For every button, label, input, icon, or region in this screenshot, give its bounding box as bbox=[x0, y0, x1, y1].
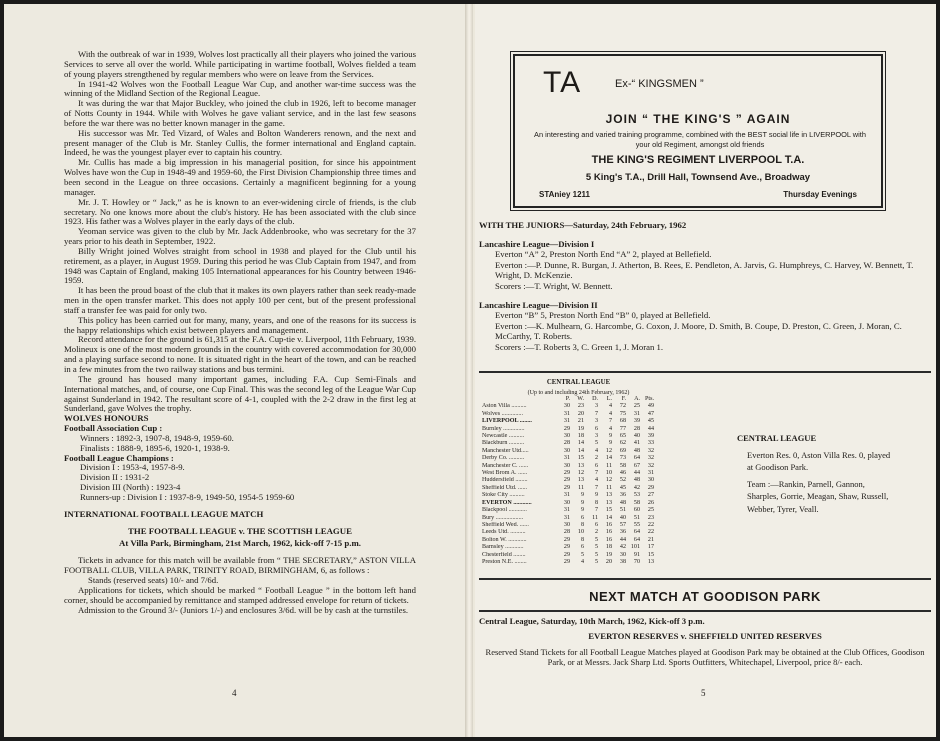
stat-cell: 21 bbox=[647, 536, 654, 543]
stat-cell: 12 bbox=[605, 447, 612, 454]
stat-cell: 26 bbox=[647, 499, 654, 506]
stat-cell: 38 bbox=[619, 558, 626, 565]
stat-cell: 16 bbox=[605, 521, 612, 528]
stat-cell: 29 bbox=[563, 484, 570, 491]
history-paragraph: Record attendance for the ground is 61,315 at the F.A. Cup-tie v. Liverpool, 11th February, 1939. Molineux is one of the most modern grounds in the country with covered accommodation for 30,000 and a playing surface second to none. It is situated right in the heart of the town, and can be reached in a few minutes from the two railway stations and bus termini. bbox=[64, 334, 416, 374]
tickets-paragraph: Tickets in advance for this match will be available from “ THE SECRETARY,” ASTON VILLA FOOTBALL CLUB, VILLA PARK, TRINITY ROAD, BIRMINGHAM, 6, as follows : bbox=[64, 555, 416, 576]
central-league-report bbox=[737, 432, 897, 515]
stat-cell: 40 bbox=[619, 514, 626, 521]
stat-cell: 64 bbox=[633, 536, 640, 543]
tickets-paragraph: Admission to the Ground 3/- (Juniors 1/-) and enclosures 3/6d. will be by cash at the turnstiles. bbox=[78, 604, 409, 615]
stat-cell: 17 bbox=[647, 544, 654, 551]
stat-cell: 44 bbox=[633, 470, 640, 477]
team-name: Newcastle .......... bbox=[482, 433, 525, 440]
team-name: Sheffield Wed. ...... bbox=[482, 521, 529, 528]
stat-cell: 101 bbox=[630, 544, 640, 551]
stat-cell: 13 bbox=[577, 462, 584, 469]
stat-cell: 6 bbox=[580, 514, 584, 521]
history-paragraph: In 1941-42 Wolves won the Football League War Cup, and another war-time success was the winning of the Midland Section of the Regional League. bbox=[64, 78, 416, 99]
stat-cell: 28 bbox=[633, 425, 640, 432]
stat-cell: 11 bbox=[578, 484, 584, 491]
left-page bbox=[4, 4, 467, 737]
history-paragraph: This policy has been carried out for many, many, years, and one of the reasons for its success is the happy relationships which exist between players and management. bbox=[64, 314, 416, 335]
stat-cell: 64 bbox=[633, 529, 640, 536]
table-row bbox=[482, 544, 675, 551]
table-row bbox=[482, 559, 675, 566]
table-row bbox=[482, 537, 675, 544]
stat-cell: 70 bbox=[633, 558, 640, 565]
history-paragraph: Billy Wright joined Wolves straight from school in 1938 and played for the Club until his retirement, as a player, in August 1959. During this period he was Club Captain from 1947, and from 1948 was Captain of England, making 105 International appearances for his Country between 1946-1959. bbox=[64, 245, 416, 286]
team-name: Bury .................. bbox=[482, 514, 524, 521]
lancs-div1-result: Everton “A” 2, Preston North End “A” 2, played at Bellefield. bbox=[495, 249, 712, 260]
stat-cell: 39 bbox=[647, 433, 654, 440]
stat-cell: 32 bbox=[647, 462, 654, 469]
advert-evenings: Thursday Evenings bbox=[783, 190, 857, 199]
table-row bbox=[482, 500, 675, 507]
stat-cell: 13 bbox=[647, 558, 654, 565]
table-row bbox=[482, 463, 675, 470]
stat-cell: 4 bbox=[608, 425, 612, 432]
table-row bbox=[482, 455, 675, 462]
stat-cell: 11 bbox=[606, 462, 612, 469]
central-league-heading: CENTRAL LEAGUE bbox=[737, 433, 817, 443]
table-row bbox=[482, 485, 675, 492]
stat-cell: 31 bbox=[563, 514, 570, 521]
table-row bbox=[482, 515, 675, 522]
stat-cell: 23 bbox=[577, 403, 584, 410]
stat-cell: 14 bbox=[577, 447, 584, 454]
next-match-date: Central League, Saturday, 10th March, 1962, Kick-off 3 p.m. bbox=[479, 616, 705, 626]
runners-up: Runners-up : Division I : 1937-8-9, 1949-50, 1954-5 1959-60 bbox=[80, 491, 295, 502]
history-paragraph: It has been the proud boast of the club that it makes its own players rather than seek ready-made men in the open transfer market. This does not apply 100 per cent, but of the present professional staff a transfer fee was paid for only two. bbox=[64, 285, 416, 315]
stat-cell: 14 bbox=[605, 455, 612, 462]
stat-cell: 32 bbox=[647, 447, 654, 454]
stat-cell: 69 bbox=[619, 447, 626, 454]
team-name: West Brom A. ...... bbox=[482, 470, 528, 477]
stat-cell: 64 bbox=[633, 455, 640, 462]
stat-cell: 33 bbox=[647, 440, 654, 447]
stat-cell: 31 bbox=[563, 455, 570, 462]
stat-cell: 44 bbox=[647, 425, 654, 432]
stat-cell: 19 bbox=[577, 425, 584, 432]
international-heading: INTERNATIONAL FOOTBALL LEAGUE MATCH bbox=[64, 508, 264, 519]
stat-cell: 51 bbox=[619, 507, 626, 514]
stat-cell: 73 bbox=[619, 455, 626, 462]
stat-cell: 14 bbox=[577, 440, 584, 447]
stat-cell: 44 bbox=[619, 536, 626, 543]
stat-cell: 52 bbox=[619, 477, 626, 484]
stat-cell: 5 bbox=[594, 558, 598, 565]
division-two-titles: Division II : 1931-2 bbox=[80, 472, 150, 483]
stat-cell: 7 bbox=[608, 418, 612, 425]
advert-ex-kingsmen: Ex-“ KINGSMEN ” bbox=[615, 78, 704, 90]
page-number: 5 bbox=[701, 688, 706, 698]
stat-cell: 55 bbox=[633, 521, 640, 528]
stat-cell: 48 bbox=[633, 477, 640, 484]
stat-cell: 29 bbox=[563, 558, 570, 565]
match-title: THE FOOTBALL LEAGUE v. THE SCOTTISH LEAGUE bbox=[128, 525, 352, 536]
stat-cell: 36 bbox=[619, 529, 626, 536]
right-page bbox=[475, 4, 936, 737]
stat-cell: 31 bbox=[563, 410, 570, 417]
team-name: Bolton W. ............ bbox=[482, 536, 527, 543]
history-paragraph: His successor was Mr. Ted Vizard, of Wales and Bolton Wanderers renown, and the next and present manager of the Club is Mr. Stanley Cullis, the former international and England captain. Indeed, he was the youngest player ever to captain his country. bbox=[64, 127, 416, 158]
stat-cell: 18 bbox=[577, 433, 584, 440]
stat-cell: 13 bbox=[605, 492, 612, 499]
section-rule bbox=[479, 610, 931, 612]
table-header bbox=[482, 396, 675, 403]
team-name: Derby Co. .......... bbox=[482, 455, 525, 462]
lancs-div2-result: Everton “B” 5, Preston North End “B” 0, played at Bellefield. bbox=[495, 310, 711, 321]
stat-cell: 7 bbox=[594, 470, 598, 477]
stat-cell: 31 bbox=[563, 492, 570, 499]
stat-cell: 57 bbox=[619, 521, 626, 528]
table-row bbox=[482, 552, 675, 559]
advert-ta-logo: TA bbox=[543, 66, 582, 99]
stat-cell: 53 bbox=[633, 492, 640, 499]
juniors-heading: WITH THE JUNIORS—Saturday, 24th February, 1962 bbox=[479, 220, 687, 230]
stat-cell: 29 bbox=[563, 425, 570, 432]
team-name: Stoke City .......... bbox=[482, 492, 525, 499]
division-three-titles: Division III (North) : 1923-4 bbox=[80, 482, 181, 493]
history-paragraph: Yeoman service was given to the club by Mr. Jack Addenbrooke, who was secretary for the 37 years prior to his death in September, 1922. bbox=[64, 226, 416, 247]
stat-cell: 19 bbox=[605, 551, 612, 558]
next-match-details bbox=[479, 616, 931, 667]
stat-cell: 5 bbox=[594, 544, 598, 551]
team-name: EVERTON ............ bbox=[482, 499, 532, 506]
stat-cell: 32 bbox=[647, 455, 654, 462]
stat-cell: 29 bbox=[563, 544, 570, 551]
table-row bbox=[482, 448, 675, 455]
team-name: Chesterfield ........ bbox=[482, 551, 526, 558]
advert-address: 5 King's T.A., Drill Hall, Townsend Ave., Broadway bbox=[585, 172, 811, 183]
stat-cell: 27 bbox=[647, 492, 654, 499]
stat-cell: 31 bbox=[647, 470, 654, 477]
stat-cell: 58 bbox=[619, 462, 626, 469]
history-paragraph: Mr. J. T. Howley or “ Jack,” as he is known to an ever-widening circle of friends, is the club secretary. No one knows more about the club's history. He has been associated with the club since 1923. His father was a Wolves player in the early days of the club. bbox=[64, 196, 416, 227]
stat-cell: 4 bbox=[594, 477, 598, 484]
fa-cup-finalists: Finalists : 1888-9, 1895-6, 1920-1, 1938-9. bbox=[80, 442, 230, 453]
stat-cell: 31 bbox=[563, 418, 570, 425]
header-for: F. bbox=[621, 396, 626, 402]
stat-cell: 30 bbox=[563, 447, 570, 454]
team-name: Wolves .............. bbox=[482, 410, 523, 417]
stat-cell: 60 bbox=[633, 507, 640, 514]
stat-cell: 46 bbox=[619, 470, 626, 477]
table-row bbox=[482, 477, 675, 484]
stat-cell: 30 bbox=[563, 521, 570, 528]
stat-cell: 22 bbox=[647, 529, 654, 536]
team-name: Huddersfield ........ bbox=[482, 477, 528, 484]
stat-cell: 11 bbox=[592, 514, 598, 521]
stat-cell: 15 bbox=[647, 551, 654, 558]
table-row bbox=[482, 418, 675, 425]
team-name: Barnsley ............ bbox=[482, 544, 524, 551]
stat-cell: 21 bbox=[577, 418, 584, 425]
stat-cell: 18 bbox=[605, 544, 612, 551]
stat-cell: 13 bbox=[577, 477, 584, 484]
stat-cell: 4 bbox=[608, 410, 612, 417]
match-venue: At Villa Park, Birmingham, 21st March, 1962, kick-off 7-15 p.m. bbox=[119, 537, 361, 548]
stat-cell: 23 bbox=[647, 514, 654, 521]
stat-cell: 45 bbox=[619, 484, 626, 491]
team-name: Manchester Utd..... bbox=[482, 447, 529, 454]
stat-cell: 72 bbox=[619, 403, 626, 410]
stat-cell: 6 bbox=[594, 425, 598, 432]
left-page-text bbox=[64, 50, 416, 615]
history-paragraph: Mr. Cullis has made a big impression in his managerial position, for since his appointment Wolves have won the Cup in 1948-49 and 1959-60, the First Division Championship three times and been second in the League on three occasions. Certainly a magnificent beginning for a young manager. bbox=[64, 157, 416, 197]
stat-cell: 75 bbox=[619, 410, 626, 417]
stat-cell: 6 bbox=[594, 462, 598, 469]
central-league-result: Everton Res. 0, Aston Villa Res. 0, played at Goodison Park. bbox=[747, 449, 891, 472]
team-name: Burnley .............. bbox=[482, 425, 525, 432]
stat-cell: 20 bbox=[605, 558, 612, 565]
header-against: A. bbox=[634, 396, 640, 402]
stat-cell: 4 bbox=[580, 558, 584, 565]
fa-cup-winners: Winners : 1892-3, 1907-8, 1948-9, 1959-60. bbox=[80, 432, 234, 443]
table-row bbox=[482, 507, 675, 514]
lancs-div1-heading: Lancashire League—Division I bbox=[479, 238, 595, 249]
stat-cell: 30 bbox=[563, 403, 570, 410]
team-name: LIVERPOOL ........ bbox=[482, 418, 532, 425]
table-row bbox=[482, 440, 675, 447]
stat-cell: 30 bbox=[563, 462, 570, 469]
header-played: P. bbox=[565, 396, 570, 402]
table-row bbox=[482, 403, 675, 410]
section-rule bbox=[479, 371, 931, 373]
stat-cell: 25 bbox=[647, 507, 654, 514]
stat-cell: 12 bbox=[577, 470, 584, 477]
table-row bbox=[482, 426, 675, 433]
table-row bbox=[482, 492, 675, 499]
stat-cell: 49 bbox=[647, 403, 654, 410]
stat-cell: 7 bbox=[594, 484, 598, 491]
team-name: Sheffield Utd. ...... bbox=[482, 484, 528, 491]
stat-cell: 3 bbox=[594, 418, 598, 425]
stat-cell: 15 bbox=[605, 507, 612, 514]
stat-cell: 45 bbox=[647, 418, 654, 425]
stat-cell: 14 bbox=[605, 514, 612, 521]
team-name: Blackburn .......... bbox=[482, 440, 525, 447]
stat-cell: 67 bbox=[633, 462, 640, 469]
lancs-div2-heading: Lancashire League—Division II bbox=[479, 299, 598, 310]
stat-cell: 9 bbox=[608, 433, 612, 440]
stat-cell: 29 bbox=[563, 470, 570, 477]
history-paragraph: The ground has housed many important games, including F.A. Cup Semi-Finals and International matches, and, of course, one Cup Final. This was the second leg of the League War Cup against Sunderland in 1942. The resultant score of 4-1, coupled with the 2-2 draw in the first leg at Sunderland, gave Wolves the trophy. bbox=[64, 373, 416, 414]
stat-cell: 40 bbox=[633, 433, 640, 440]
stat-cell: 48 bbox=[619, 499, 626, 506]
header-won: W. bbox=[577, 396, 584, 402]
stat-cell: 8 bbox=[580, 521, 584, 528]
central-league-team: Team :—Rankin, Parnell, Gannon, Sharples, Gorrie, Meagan, Shaw, Russell, Webber, Tyrer, Veall. bbox=[747, 478, 889, 514]
stat-cell: 5 bbox=[594, 551, 598, 558]
lancs-div1-team: Everton :—P. Dunne, R. Burgan, J. Atherton, B. Rees, E. Pendleton, A. Jarvis, G. Humphreys, C. Harvey, W. Bennett, T. Wright, D. McKenzie. bbox=[495, 259, 914, 281]
table-row bbox=[482, 529, 675, 536]
stat-cell: 6 bbox=[580, 544, 584, 551]
team-name: Aston Villa .......... bbox=[482, 403, 527, 410]
table-row bbox=[482, 522, 675, 529]
next-match-section bbox=[479, 581, 931, 604]
stat-cell: 29 bbox=[563, 536, 570, 543]
table-row bbox=[482, 470, 675, 477]
ticket-info: Reserved Stand Tickets for all Football League Matches played at Goodison Park may be obtained at the Club Offices, Goodison Park, or at Messrs. Jack Sharp Ltd. Sports Outfitters, Whitechapel, Liverpool, price 8/- each. bbox=[485, 647, 925, 668]
stat-cell: 42 bbox=[633, 484, 640, 491]
stat-cell: 16 bbox=[605, 536, 612, 543]
table-row bbox=[482, 433, 675, 440]
table-title: CENTRAL LEAGUE bbox=[546, 379, 611, 386]
stat-cell: 30 bbox=[619, 551, 626, 558]
table-row bbox=[482, 411, 675, 418]
stat-cell: 7 bbox=[594, 507, 598, 514]
history-paragraph: With the outbreak of war in 1939, Wolves lost practically all their players who joined the various Services to serve all over the world. While participating in wartime football, Wolves fielded a team of young players strengthened by regular members who were on leave from the Services. bbox=[64, 49, 416, 79]
stat-cell: 13 bbox=[605, 499, 612, 506]
stat-cell: 9 bbox=[608, 440, 612, 447]
page-number: 4 bbox=[232, 688, 237, 698]
stat-cell: 2 bbox=[594, 455, 598, 462]
advert-regiment: THE KING'S REGIMENT LIVERPOOL T.A. bbox=[591, 154, 805, 166]
header-lost: L. bbox=[606, 396, 612, 402]
advert-phone: STAniey 1211 bbox=[539, 190, 590, 199]
stat-cell: 5 bbox=[594, 536, 598, 543]
header-drawn: D. bbox=[592, 396, 598, 402]
stat-cell: 20 bbox=[577, 410, 584, 417]
tickets-paragraph: Applications for tickets, which should be marked “ Football League ” in the bottom left hand corner, should be accompanied by remittance and stamped addressed envelope for return of tickets. bbox=[64, 584, 416, 605]
header-team bbox=[482, 396, 556, 403]
stat-cell: 41 bbox=[633, 440, 640, 447]
stat-cell: 6 bbox=[594, 521, 598, 528]
lancs-div2-scorers: Scorers :—T. Roberts 3, C. Green 1, J. Moran 1. bbox=[495, 341, 664, 352]
stat-cell: 5 bbox=[580, 551, 584, 558]
stat-cell: 31 bbox=[563, 507, 570, 514]
stat-cell: 10 bbox=[605, 470, 612, 477]
stat-cell: 9 bbox=[594, 492, 598, 499]
team-name: Leeds Utd. .......... bbox=[482, 529, 526, 536]
stat-cell: 42 bbox=[619, 544, 626, 551]
team-name: Manchester C. ...... bbox=[482, 462, 529, 469]
stat-cell: 16 bbox=[605, 529, 612, 536]
spine-gutter bbox=[465, 4, 473, 737]
league-champions-heading: Football League Champions : bbox=[64, 452, 174, 463]
stat-cell: 62 bbox=[619, 440, 626, 447]
stat-cell: 29 bbox=[647, 484, 654, 491]
stat-cell: 11 bbox=[606, 484, 612, 491]
division-one-titles: Division I : 1953-4, 1957-8-9. bbox=[80, 462, 185, 473]
stat-cell: 7 bbox=[594, 410, 598, 417]
stat-cell: 22 bbox=[647, 521, 654, 528]
regiment-advert bbox=[513, 54, 883, 208]
programme-spread bbox=[4, 4, 936, 737]
stat-cell: 51 bbox=[633, 514, 640, 521]
stat-cell: 28 bbox=[563, 529, 570, 536]
next-match-heading: NEXT MATCH AT GOODISON PARK bbox=[589, 589, 821, 604]
stat-cell: 30 bbox=[563, 433, 570, 440]
stat-cell: 47 bbox=[647, 410, 654, 417]
stat-cell: 4 bbox=[608, 403, 612, 410]
honours-heading: WOLVES HONOURS bbox=[64, 413, 149, 424]
stat-cell: 36 bbox=[619, 492, 626, 499]
stat-cell: 91 bbox=[633, 551, 640, 558]
stat-cell: 28 bbox=[563, 440, 570, 447]
stat-cell: 3 bbox=[594, 433, 598, 440]
stat-cell: 8 bbox=[594, 499, 598, 506]
stat-cell: 3 bbox=[594, 403, 598, 410]
team-name: Preston N.E. ........ bbox=[482, 558, 527, 565]
stat-cell: 31 bbox=[633, 410, 640, 417]
stat-cell: 68 bbox=[619, 418, 626, 425]
stat-cell: 4 bbox=[594, 447, 598, 454]
tickets-paragraph: Stands (reserved seats) 10/- and 7/6d. bbox=[88, 575, 219, 586]
juniors-section bbox=[479, 220, 931, 353]
next-match-fixture: EVERTON RESERVES v. SHEFFIELD UNITED RESERVES bbox=[588, 630, 822, 641]
stat-cell: 48 bbox=[633, 447, 640, 454]
stat-cell: 9 bbox=[580, 507, 584, 514]
team-name: Blackpool ............ bbox=[482, 507, 527, 514]
advert-description: An interesting and varied training programme, combined with the BEST social life in LIVERPOOL with your old Regiment, amongst old friends bbox=[534, 130, 866, 149]
stat-cell: 10 bbox=[577, 529, 584, 536]
stat-cell: 9 bbox=[580, 492, 584, 499]
stat-cell: 39 bbox=[633, 418, 640, 425]
history-paragraph: It was during the war that Major Buckley, who joined the club in 1926, left to become manager of Notts County in 1944. While with Wolves he gave valiant service, and in the last few seasons before the war there was no better known manager in the game. bbox=[64, 98, 416, 128]
table-rows bbox=[482, 403, 675, 566]
stat-cell: 9 bbox=[580, 499, 584, 506]
stat-cell: 58 bbox=[633, 499, 640, 506]
stat-cell: 30 bbox=[563, 499, 570, 506]
advert-headline: JOIN “ THE KING'S ” AGAIN bbox=[605, 112, 791, 126]
lancs-div2-team: Everton :—K. Mulhearn, G. Harcombe, G. Coxon, J. Moore, D. Smith, B. Coupe, D. Preston, C. Green, J. Moran, C. McCarthy, T. Roberts. bbox=[495, 320, 902, 342]
stat-cell: 29 bbox=[563, 551, 570, 558]
fa-cup-heading: Football Association Cup : bbox=[64, 423, 163, 434]
lancs-div1-scorers: Scorers :—T. Wright, W. Bennett. bbox=[495, 280, 613, 291]
stat-cell: 2 bbox=[594, 529, 598, 536]
stat-cell: 65 bbox=[619, 433, 626, 440]
stat-cell: 30 bbox=[647, 477, 654, 484]
table-subtitle: (Up to and including 24th February, 1962) bbox=[527, 390, 630, 396]
central-league-table bbox=[482, 379, 675, 566]
stat-cell: 25 bbox=[633, 403, 640, 410]
stat-cell: 77 bbox=[619, 425, 626, 432]
stat-cell: 8 bbox=[580, 536, 584, 543]
stat-cell: 15 bbox=[577, 455, 584, 462]
header-points: Pts. bbox=[645, 396, 654, 402]
stat-cell: 5 bbox=[594, 440, 598, 447]
stat-cell: 29 bbox=[563, 477, 570, 484]
section-rule bbox=[479, 578, 931, 580]
stat-cell: 12 bbox=[605, 477, 612, 484]
